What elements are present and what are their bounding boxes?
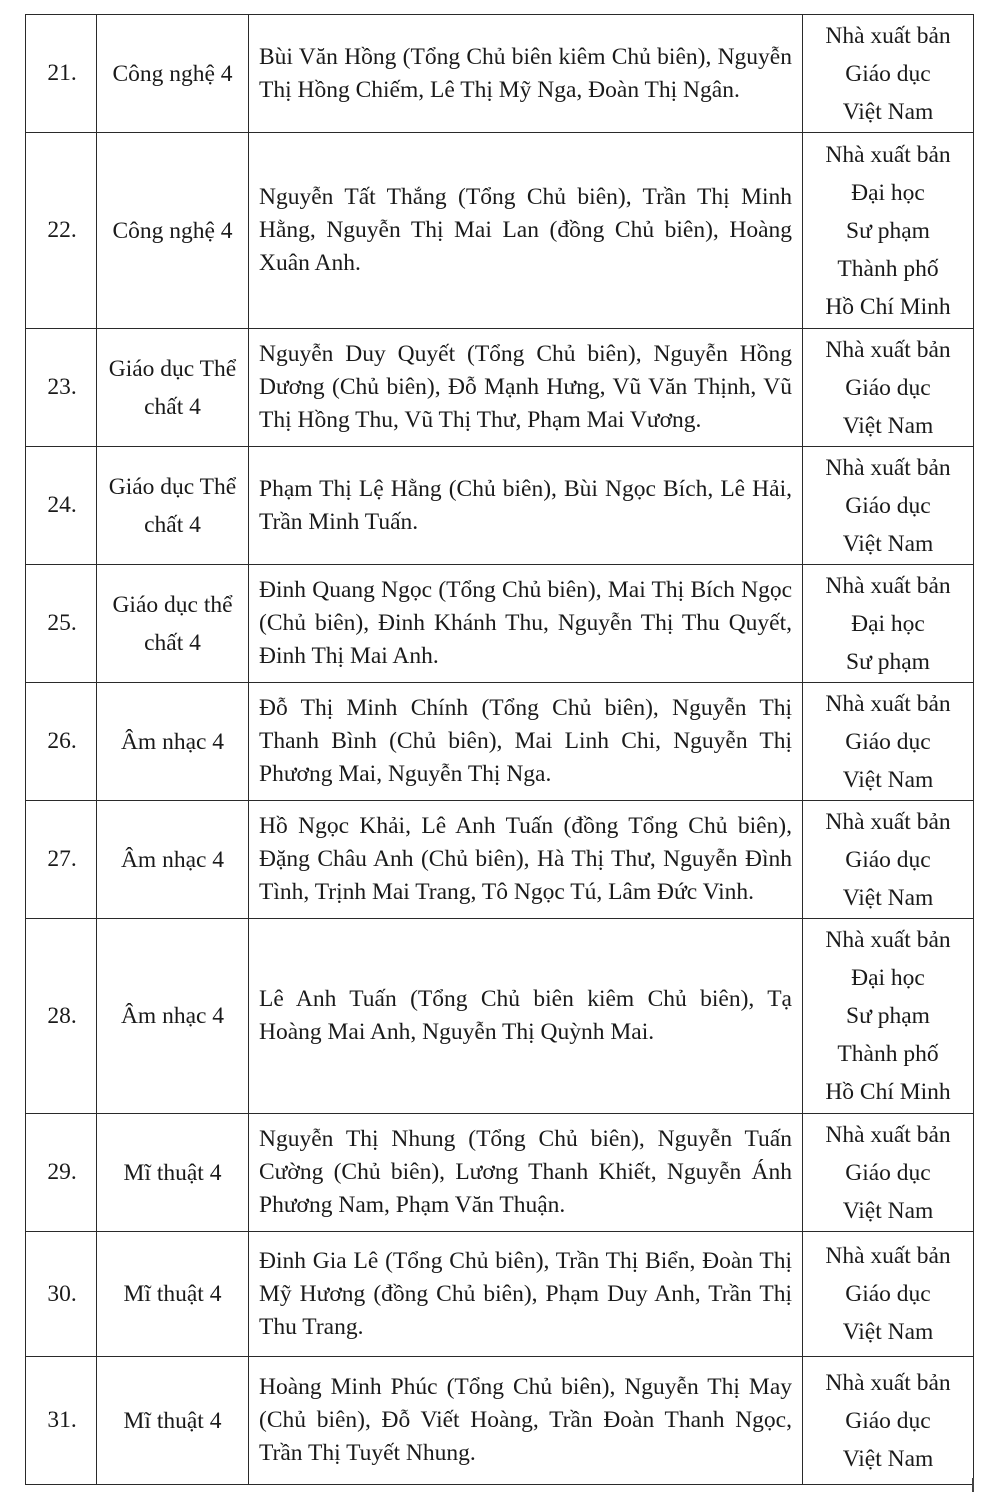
author-list: Đinh Quang Ngọc (Tổng Chủ biên), Mai Thị Bích Ngọc (Chủ biên), Đinh Khánh Thu, Nguyễn Thị Thu Quyết, Đinh Thị Mai Anh. [249, 565, 803, 683]
publisher [803, 683, 974, 801]
row-number: 29. [26, 1114, 97, 1232]
publisher-line: Việt Nam [842, 1319, 934, 1345]
table-row [26, 801, 974, 919]
publisher-line: Nhà xuất bản [825, 808, 951, 835]
publisher [803, 15, 974, 133]
table-row [26, 133, 974, 329]
textbook-name: Giáo dục Thể chất 4 [97, 447, 249, 565]
publisher-line: Nhà xuất bản [825, 690, 951, 717]
table-row [26, 683, 974, 801]
publisher [803, 919, 974, 1114]
author-list: Nguyễn Duy Quyết (Tổng Chủ biên), Nguyễn Hồng Dương (Chủ biên), Đỗ Mạnh Hưng, Vũ Văn Thịnh, Vũ Thị Hồng Thu, Vũ Thị Thư, Phạm Mai Vương. [249, 329, 803, 447]
publisher [803, 1114, 974, 1232]
publisher-line: Thành phố [837, 255, 939, 282]
author-list: Đỗ Thị Minh Chính (Tổng Chủ biên), Nguyễn Thị Thanh Bình (Chủ biên), Mai Linh Chi, Nguyễn Thị Phương Mai, Nguyễn Thị Nga. [249, 683, 803, 801]
textbook-name: Âm nhạc 4 [97, 801, 249, 919]
table-row [26, 15, 974, 133]
author-list: Phạm Thị Lệ Hằng (Chủ biên), Bùi Ngọc Bích, Lê Hải, Trần Minh Tuấn. [249, 447, 803, 565]
publisher-line: Đại học [851, 610, 925, 637]
publisher-line: Đại học [851, 179, 925, 206]
textbook-name: Mĩ thuật 4 [97, 1357, 249, 1485]
publisher [803, 133, 974, 329]
publisher [803, 1232, 974, 1357]
publisher-line: Giáo dục [845, 1281, 931, 1307]
publisher-line: Việt Nam [842, 1197, 934, 1224]
table-body [26, 15, 974, 1485]
author-list: Bùi Văn Hồng (Tổng Chủ biên kiêm Chủ biên), Nguyễn Thị Hồng Chiếm, Lê Thị Mỹ Nga, Đoàn Thị Ngân. [249, 15, 803, 133]
table-row [26, 1232, 974, 1357]
publisher-line: Nhà xuất bản [825, 141, 951, 168]
textbook-name: Giáo dục thể chất 4 [97, 565, 249, 683]
publisher-line: Việt Nam [842, 766, 934, 793]
table-row [26, 447, 974, 565]
publisher-line: Nhà xuất bản [825, 572, 951, 599]
publisher-line: Giáo dục [845, 728, 931, 755]
publisher-line: Nhà xuất bản [825, 454, 951, 481]
row-number: 30. [26, 1232, 97, 1357]
publisher-line: Giáo dục [845, 846, 931, 873]
publisher [803, 447, 974, 565]
table-row [26, 919, 974, 1114]
publisher-line: Giáo dục [845, 1407, 931, 1434]
author-list: Hồ Ngọc Khải, Lê Anh Tuấn (đồng Tổng Chủ biên), Đặng Châu Anh (Chủ biên), Hà Thị Thư, Nguyễn Đình Tình, Trịnh Mai Trang, Tô Ngọc Tú, Lâm Đức Vinh. [249, 801, 803, 919]
textbook-name: Âm nhạc 4 [97, 919, 249, 1114]
page-edge-mark [972, 1478, 974, 1492]
table-row [26, 1114, 974, 1232]
publisher [803, 565, 974, 683]
author-list: Hoàng Minh Phúc (Tổng Chủ biên), Nguyễn Thị May (Chủ biên), Đỗ Viết Hoàng, Trần Đoàn Thanh Ngọc, Trần Thị Tuyết Nhung. [249, 1357, 803, 1485]
publisher-line: Giáo dục [845, 374, 931, 401]
row-number: 27. [26, 801, 97, 919]
row-number: 21. [26, 15, 97, 133]
textbook-name: Âm nhạc 4 [97, 683, 249, 801]
publisher-line: Sư phạm [846, 648, 930, 675]
publisher [803, 1357, 974, 1485]
publisher-line: Nhà xuất bản [825, 1121, 951, 1148]
publisher-line: Nhà xuất bản [825, 927, 951, 953]
publisher-line: Sư phạm [846, 217, 930, 244]
table-row [26, 1357, 974, 1485]
publisher-line: Nhà xuất bản [825, 1369, 951, 1396]
row-number: 22. [26, 133, 97, 329]
publisher [803, 801, 974, 919]
publisher-line: Nhà xuất bản [825, 1243, 951, 1269]
publisher-line: Sư phạm [846, 1003, 930, 1029]
textbook-name: Mĩ thuật 4 [97, 1232, 249, 1357]
publisher-line: Thành phố [837, 1041, 939, 1067]
row-number: 25. [26, 565, 97, 683]
row-number: 31. [26, 1357, 97, 1485]
publisher-line: Hồ Chí Minh [825, 1079, 951, 1105]
publisher-line: Việt Nam [842, 884, 934, 911]
publisher [803, 329, 974, 447]
textbook-table [25, 14, 974, 1485]
publisher-line: Việt Nam [842, 98, 934, 125]
row-number: 28. [26, 919, 97, 1114]
textbook-name: Mĩ thuật 4 [97, 1114, 249, 1232]
table-row [26, 329, 974, 447]
textbook-name: Công nghệ 4 [97, 133, 249, 329]
publisher-line: Việt Nam [842, 530, 934, 557]
publisher-line: Nhà xuất bản [825, 336, 951, 363]
textbook-name: Công nghệ 4 [97, 15, 249, 133]
publisher-line: Đại học [851, 965, 925, 991]
author-list: Nguyễn Thị Nhung (Tổng Chủ biên), Nguyễn Tuấn Cường (Chủ biên), Lương Thanh Khiết, Nguyễn Ánh Phương Nam, Phạm Văn Thuận. [249, 1114, 803, 1232]
publisher-line: Nhà xuất bản [825, 22, 951, 49]
row-number: 23. [26, 329, 97, 447]
table-row [26, 565, 974, 683]
publisher-line: Giáo dục [845, 1159, 931, 1186]
author-list: Đinh Gia Lê (Tổng Chủ biên), Trần Thị Biển, Đoàn Thị Mỹ Hương (đồng Chủ biên), Phạm Duy Anh, Trần Thị Thu Trang. [249, 1232, 803, 1357]
textbook-name: Giáo dục Thể chất 4 [97, 329, 249, 447]
author-list: Nguyễn Tất Thắng (Tổng Chủ biên), Trần Thị Minh Hằng, Nguyễn Thị Mai Lan (đồng Chủ biên), Hoàng Xuân Anh. [249, 133, 803, 329]
publisher-line: Việt Nam [842, 412, 934, 439]
publisher-line: Giáo dục [845, 60, 931, 87]
publisher-line: Việt Nam [842, 1445, 934, 1472]
row-number: 24. [26, 447, 97, 565]
row-number: 26. [26, 683, 97, 801]
author-list: Lê Anh Tuấn (Tổng Chủ biên kiêm Chủ biên), Tạ Hoàng Mai Anh, Nguyễn Thị Quỳnh Mai. [249, 919, 803, 1114]
publisher-line: Giáo dục [845, 492, 931, 519]
publisher-line: Hồ Chí Minh [825, 293, 951, 320]
